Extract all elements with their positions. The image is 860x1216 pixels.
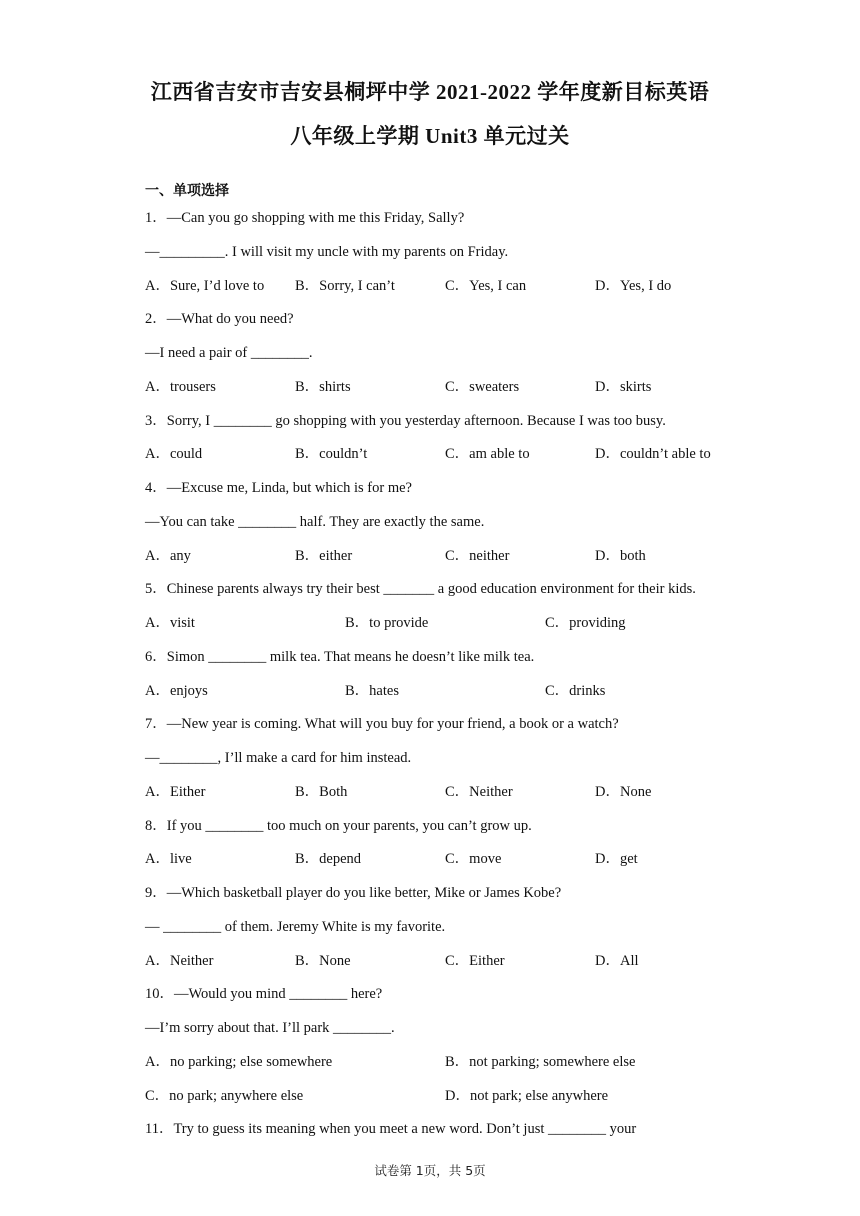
option-item: B．Sorry, I can’t — [295, 277, 395, 294]
option-item: A．enjoys — [145, 682, 208, 699]
option-item: C．neither — [445, 547, 510, 564]
option-item: A．could — [145, 446, 203, 463]
option-item: A．Neither — [145, 952, 214, 969]
question-stem: 1．—Can you go shopping with me this Friday, Sally? — [145, 210, 465, 226]
question-stem: 4．—Excuse me, Linda, but which is for me? — [145, 480, 412, 496]
document-title-line2: 八年级上学期 Unit3 单元过关 — [290, 124, 570, 148]
option-item: D．couldn’t able to — [595, 446, 711, 463]
option-item: C．Neither — [445, 783, 513, 800]
answer-line: —You can take ________ half. They are exactly the same. — [145, 513, 485, 530]
document-title-line1: 江西省吉安市吉安县桐坪中学 2021-2022 学年度新目标英语 — [150, 80, 710, 104]
question-stem: 11．Try to guess its meaning when you meet a new word. Don’t just ________ your — [145, 1121, 637, 1138]
page-footer: 试卷第 1页，共 5页 — [374, 1163, 486, 1178]
option-item: D．get — [595, 851, 638, 868]
option-item: C．Either — [445, 952, 505, 969]
question-stem: 3．Sorry, I ________ go shopping with you yesterday afternoon. Because I was too busy. — [145, 412, 666, 429]
option-item: B．not parking; somewhere else — [445, 1053, 636, 1070]
answer-line: —I need a pair of ________. — [145, 345, 313, 361]
option-item: C．sweaters — [445, 378, 520, 395]
option-item: A．Either — [145, 783, 206, 800]
question-stem: 6．Simon ________ milk tea. That means he doesn’t like milk tea. — [145, 648, 535, 665]
option-item: B．depend — [295, 851, 362, 868]
question-stem: 5．Chinese parents always try their best _______ a good education environment for their kids. — [145, 581, 696, 598]
option-item: C．drinks — [545, 682, 606, 699]
question-stem: 7．—New year is coming. What will you buy for your friend, a book or a watch? — [145, 716, 619, 733]
option-item: B．hates — [345, 682, 399, 699]
option-item: B．shirts — [295, 378, 351, 395]
option-item: A．visit — [145, 615, 195, 631]
option-item: D．All — [595, 952, 639, 969]
option-item: B．to provide — [345, 615, 429, 631]
option-item: A．any — [145, 547, 191, 564]
option-item: A．no parking; else somewhere — [145, 1053, 333, 1070]
option-item: D．not park; else anywhere — [445, 1087, 609, 1104]
answer-line: —________, I’ll make a card for him instead. — [145, 750, 412, 766]
question-stem: 9．—Which basketball player do you like better, Mike or James Kobe? — [145, 885, 562, 901]
option-item: C．move — [445, 851, 502, 868]
option-item: C．am able to — [445, 446, 530, 463]
answer-line: — ________ of them. Jeremy White is my favorite. — [145, 918, 446, 935]
question-stem: 2．—What do you need? — [145, 311, 294, 328]
option-item: D．None — [595, 783, 652, 800]
option-item: B．couldn’t — [295, 446, 368, 463]
option-item: C．no park; anywhere else — [145, 1087, 304, 1104]
section-heading: 一、单项选择 — [145, 183, 229, 199]
option-item: B．either — [295, 547, 353, 564]
option-item: B．Both — [295, 783, 348, 800]
option-item: C．Yes, I can — [445, 277, 527, 294]
answer-line: —I’m sorry about that. I’ll park ________. — [145, 1020, 395, 1036]
option-item: D．skirts — [595, 378, 652, 395]
option-item: B．None — [295, 952, 351, 969]
option-item: A．trousers — [145, 378, 216, 395]
question-stem: 10．—Would you mind ________ here? — [145, 986, 383, 1003]
option-item: D．both — [595, 547, 646, 564]
option-item: A．Sure, I’d love to — [145, 277, 265, 294]
answer-line: —_________. I will visit my uncle with my parents on Friday. — [145, 243, 509, 260]
option-item: A．live — [145, 851, 192, 868]
option-item: C．providing — [545, 615, 626, 631]
question-stem: 8．If you ________ too much on your parents, you can’t grow up. — [145, 817, 532, 834]
option-item: D．Yes, I do — [595, 277, 672, 294]
